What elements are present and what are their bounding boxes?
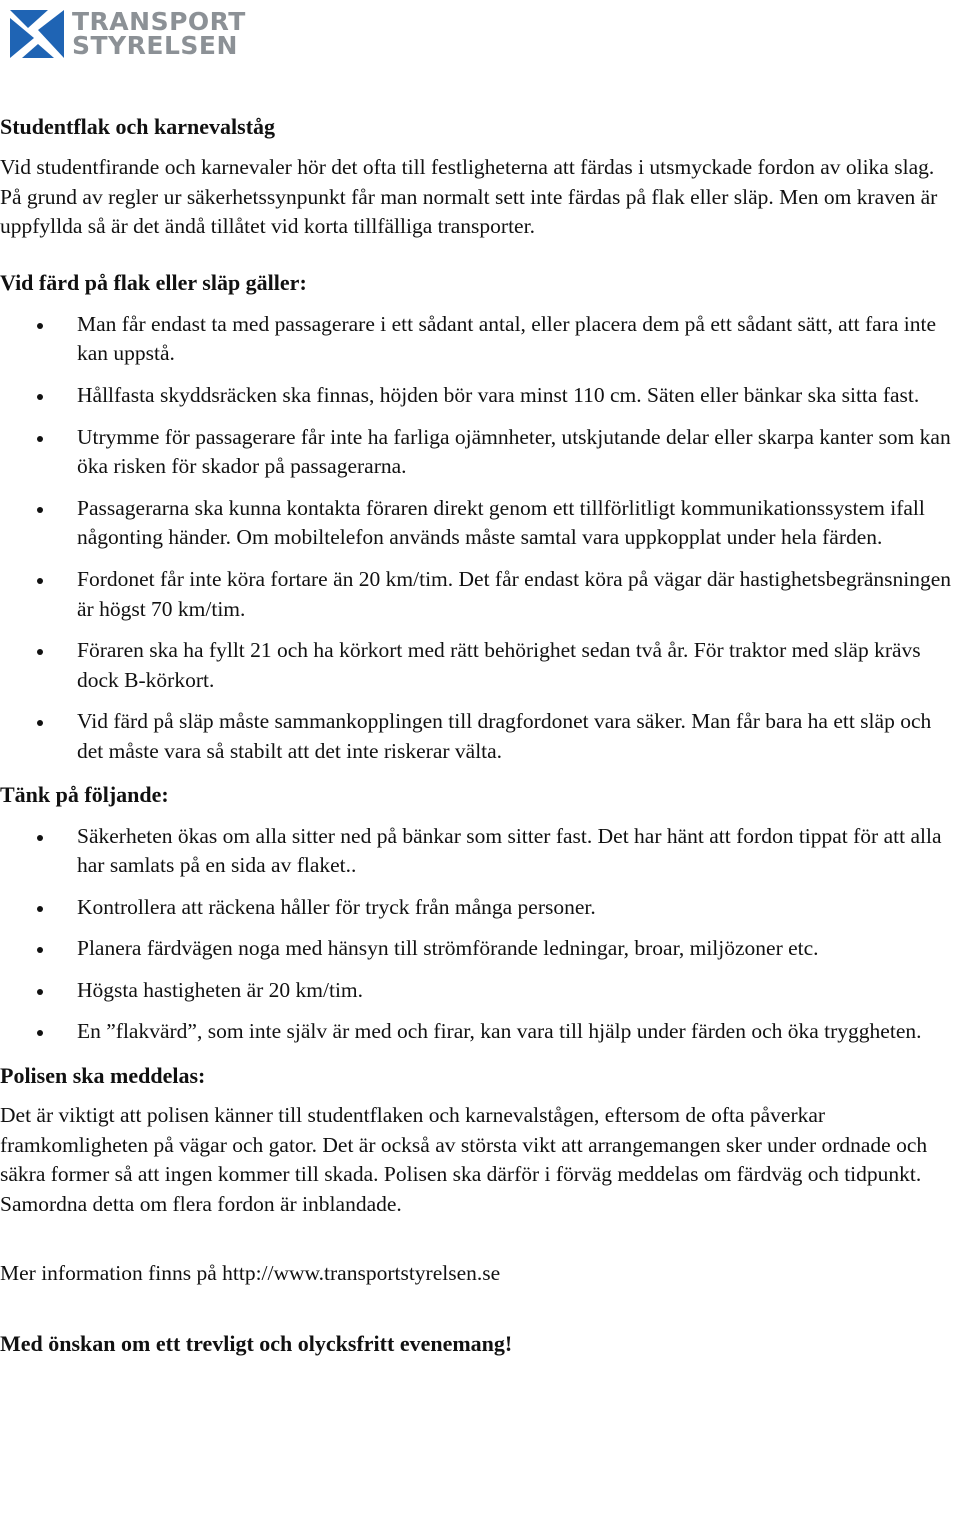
tip-item [0,934,960,964]
logo-line-1: TRANSPORT [72,7,246,36]
rule-item [0,310,960,369]
rule-item-text: Fordonet får inte köra fortare än 20 km/tim. Det får endast köra på vägar där hastighetsbegränsningen är högst 70 km/tim. [77,566,952,621]
transportstyrelsen-logo [8,8,246,60]
rule-item [0,636,960,695]
tip-item [0,822,960,881]
bullet-icon [37,835,43,841]
document-body [0,112,960,1359]
rule-item-text: Hållfasta skyddsräcken ska finnas, höjden bör vara minst 110 cm. Säten eller bänkar ska sitta fast. [77,382,920,407]
tip-item-text: Säkerheten ökas om alla sitter ned på bänkar som sitter fast. Det har hänt att fordon tippat för att alla har samlats på en sida av flaket.. [77,823,942,878]
tips-heading: Tänk på följande: [0,781,169,807]
police-heading: Polisen ska meddelas: [0,1063,206,1089]
tip-item-text: Högsta hastigheten är 20 km/tim. [77,977,364,1002]
logo-wordmark [72,7,246,60]
rules-heading: Vid färd på flak eller släp gäller: [0,269,307,295]
rule-item [0,423,960,482]
bullet-icon [37,436,43,442]
tip-item-text: Planera färdvägen noga med hänsyn till strömförande ledningar, broar, miljözoner etc. [77,936,819,961]
police-paragraph: Det är viktigt att polisen känner till studentflaken och karnevalstågen, eftersom de ofta påverkar framkomligheten på vägar och gator. Det är också av största vikt att arrangemangen sker under ordnade och säkra former så att ingen kommer till skada. Polisen ska därför i förväg meddelas om färdväg och tidpunkt. Samordna detta om flera fordon är inblandade. [0,1103,928,1216]
more-info-text: Mer information finns på http://www.transportstyrelsen.se [0,1261,501,1286]
rule-item-text: Passagerarna ska kunna kontakta föraren direkt genom ett tillförlitligt kommunikationssystem ifall någonting händer. Om mobiltelefon används måste samtal vara uppkopplat under hela färden. [77,495,925,550]
rule-item-text: Vid färd på släp måste sammankopplingen till dragfordonet vara säker. Man får bara ha ett släp och det måste vara så stabilt att det inte riskerar välta. [77,709,932,763]
rule-item-text: Utrymme för passagerare får inte ha farliga ojämnheter, utskjutande delar eller skarpa kanter som kan öka risken för skador på passagerarna. [77,424,951,479]
tip-item [0,1017,960,1047]
tip-item [0,976,960,1006]
bullet-icon [37,507,43,513]
logo-line-2: STYRELSEN [72,31,238,60]
bullet-icon [37,578,43,584]
tip-item [0,893,960,923]
rule-item-text: Man får endast ta med passagerare i ett sådant antal, eller placera dem på ett sådant sätt, att fara inte kan uppstå. [77,311,937,366]
tips-list [0,822,960,1048]
bullet-icon [37,1030,43,1036]
bullet-icon [37,720,43,726]
rule-item [0,707,960,766]
tip-item-text: Kontrollera att räckena håller för tryck från många personer. [77,894,596,919]
tip-item-text: En ”flakvärd”, som inte själv är med och firar, kan vara till hjälp under färden och öka tryggheten. [77,1019,922,1044]
rules-list [0,310,960,767]
bullet-icon [37,649,43,655]
bullet-icon [37,989,43,995]
rule-item [0,565,960,624]
rule-item [0,494,960,553]
page-title: Studentflak och karnevalståg [0,114,276,139]
bullet-icon [37,323,43,329]
closing-text: Med önskan om ett trevligt och olycksfritt evenemang! [0,1331,513,1357]
bullet-icon [37,906,43,912]
rule-item-text: Föraren ska ha fyllt 21 och ha körkort med rätt behörighet sedan två år. För traktor med släp krävs dock B-körkort. [77,638,921,692]
bullet-icon [37,947,43,953]
intro-paragraph: Vid studentfirande och karnevaler hör det ofta till festligheterna att färdas i utsmyckade fordon av olika slag. På grund av regler ur säkerhetssynpunkt får man normalt sett inte färdas på flak eller släp. Men om kraven är uppfyllda så är det ändå tillåtet vid korta tillfälliga transporter. [0,155,938,239]
bullet-icon [37,394,43,400]
transportstyrelsen-logo-icon [8,8,64,60]
rule-item [0,381,960,411]
